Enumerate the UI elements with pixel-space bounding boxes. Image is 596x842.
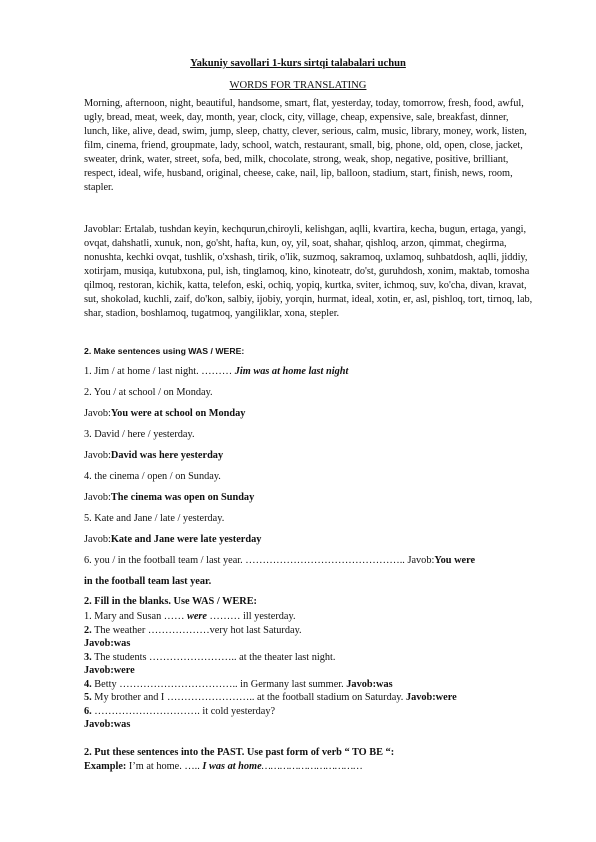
document-title: Yakuniy savollari 1-kurs sirtqi talabalari uchun bbox=[190, 58, 406, 69]
answer-text: You were at school on Monday bbox=[110, 408, 246, 419]
section-title-words: WORDS FOR TRANSLATING bbox=[229, 80, 367, 91]
answer-text: Kate and Jane were late yesterday bbox=[110, 534, 262, 545]
blank-answer-6: Javob:was bbox=[84, 719, 131, 730]
question-6 bbox=[84, 555, 544, 566]
question-3: 3. David / here / yesterday. bbox=[84, 429, 195, 440]
question-5: 5. Kate and Jane / late / yesterday. bbox=[84, 513, 225, 524]
item-text: Betty …………………………….. in Germany last summer. bbox=[91, 679, 347, 690]
section-heading-was-were: 2. Make sentences using WAS / WERE: bbox=[84, 346, 245, 356]
answer-4 bbox=[84, 492, 544, 503]
question-text: 6. you / in the football team / last year. ……………………………………….. Javob: bbox=[84, 555, 435, 566]
item-number: 3. bbox=[84, 652, 92, 663]
item-text: The weather ………………very hot last Saturday. bbox=[91, 625, 302, 636]
question-2: 2. You / at school / on Monday. bbox=[84, 387, 213, 398]
question-4: 4. the cinema / open / on Sunday. bbox=[84, 471, 221, 482]
answer-label: Javob: bbox=[84, 450, 111, 461]
answer-text: David was here yesterday bbox=[110, 450, 224, 461]
answer-2 bbox=[84, 408, 544, 419]
answer-text: Jim was at home last night bbox=[234, 366, 349, 377]
item-text: 1. Mary and Susan …… bbox=[84, 611, 187, 622]
blank-item-4 bbox=[84, 679, 544, 690]
item-text: My brother and I …………………….. at the football stadium on Saturday. bbox=[91, 692, 406, 703]
item-number: 6. bbox=[84, 706, 92, 717]
item-text: The students …………………….. at the theater last night. bbox=[91, 652, 336, 663]
answer-label: Javob: bbox=[84, 534, 111, 545]
answer-label: Javob: bbox=[84, 408, 111, 419]
words-paragraph: Morning, afternoon, night, beautiful, handsome, smart, flat, yesterday, today, tomorrow, fresh, food, awful, ugly, bread, meat, week, day, month, year, clock, city, village, cheap, expensive, sale, breakfast, dinner, lunch, like, alive, dead, swim, jump, sleep, chatty, clever, serious, calm, music, library, money, work, listen, film, cinema, friend, groupmate, lady, school, watch, restaurant, small, big, phone, old, open, close, jacket, sweater, drink, water, street, sofa, bed, milk, chocolate, strong, weak, shop, negative, positive, brilliant, respect, ideal, wife, husband, original, cheese, cake, nail, lip, balloon, stadium, start, finish, news, room, stapler. bbox=[84, 98, 527, 193]
item-text: …………………………. it cold yesterday? bbox=[91, 706, 276, 717]
answer-5 bbox=[84, 534, 544, 545]
item-text-rest: ……… ill yesterday. bbox=[206, 611, 296, 622]
item-answer: Javob:were bbox=[405, 692, 457, 703]
item-number: 4. bbox=[84, 679, 92, 690]
blank-item-5 bbox=[84, 692, 544, 703]
example-dots: …………………………… bbox=[261, 761, 363, 772]
answer-text: The cinema was open on Sunday bbox=[110, 492, 255, 503]
question-1 bbox=[84, 366, 544, 377]
answer-label: Javob: bbox=[84, 492, 111, 503]
example-line bbox=[84, 761, 544, 772]
blank-answer-2: Javob:was bbox=[84, 638, 131, 649]
answer-6-continued: in the football team last year. bbox=[84, 576, 212, 587]
blank-item-1 bbox=[84, 611, 544, 622]
question-text: 1. Jim / at home / last night. ……… bbox=[84, 366, 235, 377]
example-answer: I was at home bbox=[202, 761, 262, 772]
answer-3 bbox=[84, 450, 544, 461]
example-text: I’m at home. ….. bbox=[126, 761, 203, 772]
section-heading-past: 2. Put these sentences into the PAST. Use past form of verb “ TO BE “: bbox=[84, 747, 395, 758]
blank-answer-3: Javob:were bbox=[84, 665, 135, 676]
example-label: Example: bbox=[84, 761, 127, 772]
filled-word: were bbox=[186, 611, 207, 622]
item-number: 5. bbox=[84, 692, 92, 703]
blank-item-2 bbox=[84, 625, 544, 636]
blank-item-6 bbox=[84, 706, 544, 717]
item-number: 2. bbox=[84, 625, 92, 636]
answers-paragraph: Javoblar: Ertalab, tushdan keyin, kechqurun,chiroyli, kelishgan, aqlli, kvartira, kecha, bugun, ertaga, yangi, ovqat, dahshatli, xunuk, non, go'sht, hafta, kun, oy, yil, soat, shahar, qishloq, arzon, qimmat, chegirma, nonushta, kechki ovqat, tushlik, o'xshash, tirik, o'lik, suzmoq, sakramoq, uxlamoq, suhbatdosh, aqlli, jiddiy, xotirjam, musiqa, kutubxona, pul, ish, tinglamoq, kino, kinoteatr, do'st, guruhdosh, xonim, maktab, tomosha qilmoq, restoran, kichik, katta, telefon, eski, ochiq, yopiq, kurtka, sviter, ichmoq, suv, ko'cha, divan, kravat, sut, shokolad, kuchli, zaif, do'kon, salbiy, ijobiy, yorqin, hurmat, ideal, xotin, er, asl, pishloq, tort, tirnoq, lab, shar, stadion, boshlamoq, tugatmoq, yangiliklar, xona, stepler. bbox=[84, 224, 533, 319]
section-heading-fill-blanks: 2. Fill in the blanks. Use WAS / WERE: bbox=[84, 596, 257, 607]
item-answer: Javob:was bbox=[346, 679, 393, 690]
blank-item-3 bbox=[84, 652, 544, 663]
answer-text: You were bbox=[434, 555, 476, 566]
